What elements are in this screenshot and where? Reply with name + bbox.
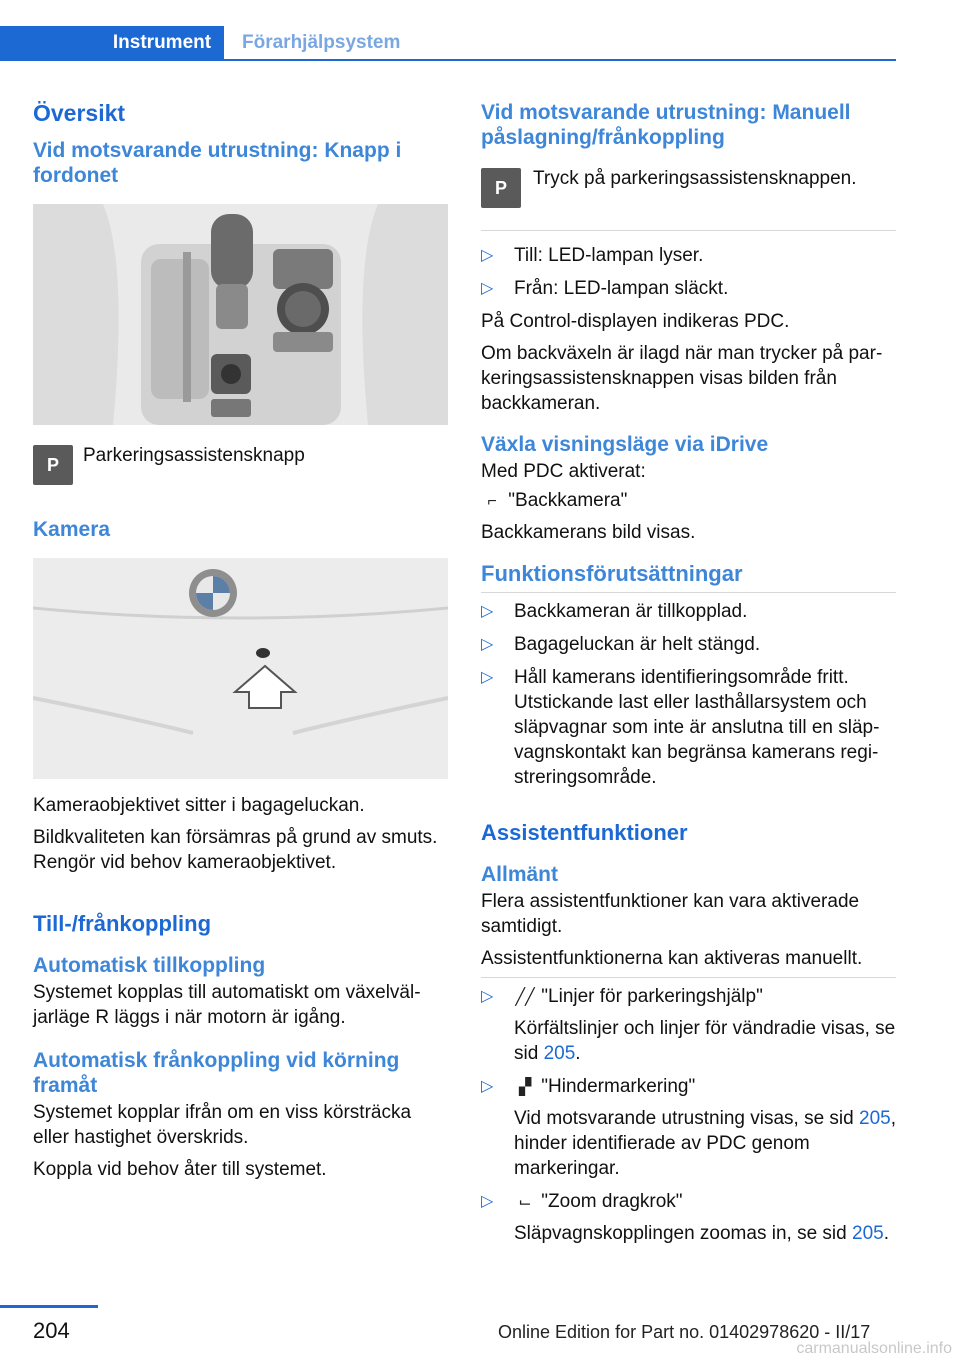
watermark: carmanualsonline.info	[796, 1340, 952, 1357]
header-rule	[0, 59, 896, 61]
text-pdc: På Control-displayen indikeras PDC.	[481, 311, 790, 332]
heading-assist: Assistentfunktioner	[481, 820, 688, 845]
option-backkamera: ⌐ "Backkamera"	[481, 488, 896, 514]
parking-lines-icon: ╱╱	[515, 989, 535, 1006]
bullet-hinder: ▷ ▞ "Hindermarkering" Vid motsvarande utrustning visas, se sid 205, hinder identifierade av PDC genom markeringar.	[481, 1076, 896, 1179]
bullet-triangle-icon: ▷	[481, 1193, 494, 1210]
page-number: 204	[33, 1318, 70, 1343]
backup-camera-icon: ⌐	[487, 493, 497, 510]
bullet-triangle-icon: ▷	[481, 603, 494, 620]
text-allmant-2: Assistentfunktionerna kan aktiveras manuellt.	[481, 948, 863, 969]
left-column	[33, 100, 448, 1182]
tow-hitch-icon: ⌙	[518, 1194, 532, 1211]
bullet-triangle-icon: ▷	[481, 1078, 494, 1095]
bullet-triangle-icon: ▷	[481, 669, 494, 686]
bullet-funk-1: ▷ Backkameran är tillkopplad.	[481, 601, 748, 622]
bullet-divider	[481, 230, 896, 231]
gear-console-illustration	[33, 204, 448, 425]
text-kamera-1: Kameraobjektivet sitter i bagageluckan.	[33, 795, 365, 816]
instruction-tryck: P Tryck på parkeringsassistensknappen.	[481, 168, 896, 208]
caption-knapp: P Parkeringsassistensknapp	[33, 445, 448, 485]
trunk-camera-photo	[33, 558, 448, 779]
trunk-camera-illustration	[33, 558, 448, 779]
parking-assist-icon: P	[33, 445, 73, 485]
bullet-triangle-icon: ▷	[481, 988, 494, 1005]
bullet-funk-3: ▷ Håll kamerans identifieringsområde fritt. Utstickande last eller lasthållarsystem och släpvagnar som inte är anslutna till en släpvagnskontakt kan begränsa kamerans registreringsområde.	[481, 667, 880, 788]
bullet-zoom: ▷ ⌙ "Zoom dragkrok" Släpvagnskopplingen zoomas in, se sid 205.	[481, 1191, 889, 1244]
heading-oversikt: Översikt	[33, 100, 126, 126]
bullet-triangle-icon: ▷	[481, 636, 494, 653]
bullet-funk-2: ▷ Bagageluckan är helt stängd.	[481, 634, 761, 655]
heading-allmant: Allmänt	[481, 863, 559, 886]
page-link-205[interactable]: 205	[852, 1223, 884, 1244]
tab-forarhjalpsystem[interactable]: Förarhjälpsystem	[224, 26, 400, 60]
heading-manuell: Vid motsvarande utrustning: Manuell påslagning/frånkoppling	[481, 101, 851, 149]
bullet-triangle-icon: ▷	[481, 280, 494, 297]
text-kamera-2: Bildkvaliteten kan försämras på grund av smuts. Rengör vid behov kameraobjektivet.	[33, 827, 438, 873]
obstacle-marking-icon: ▞	[518, 1079, 532, 1096]
text-backvaxel: Om backväxeln är ilagd när man trycker på parkeringsassistensknappen visas bilden från backkameran.	[481, 343, 883, 414]
text-allmant-1: Flera assistentfunktioner kan vara aktiverade samtidigt.	[481, 891, 860, 937]
heading-auto-till: Automatisk tillkoppling	[33, 954, 266, 977]
heading-funktion: Funktionsförutsättningar	[481, 561, 743, 586]
bullet-divider	[481, 977, 896, 978]
page-link-205[interactable]: 205	[859, 1108, 891, 1129]
right-column	[481, 100, 896, 1246]
header-tabs	[0, 26, 400, 60]
footer-edition: Online Edition for Part no. 01402978620 - II/17	[498, 1322, 871, 1342]
heading-auto-fran: Automatisk frånkoppling vid körning framåt	[33, 1049, 400, 1097]
text-auto-fran-1: Systemet kopplar ifrån om en viss körsträcka eller hastighet överskrids.	[33, 1102, 412, 1148]
bullet-divider	[481, 592, 896, 593]
heading-knapp: Vid motsvarande utrustning: Knapp i fordonet	[33, 139, 402, 187]
text-auto-till: Systemet kopplas till automatiskt om växelväljarläge R läggs i när motorn är igång.	[33, 982, 421, 1028]
text-auto-fran-2: Koppla vid behov åter till systemet.	[33, 1159, 327, 1180]
gear-console-photo	[33, 204, 448, 425]
heading-till-fran: Till-/frånkoppling	[33, 911, 212, 936]
text-med-pdc: Med PDC aktiverat:	[481, 461, 646, 482]
footer-rule	[0, 1305, 98, 1308]
bullet-till: ▷ Till: LED-lampan lyser.	[481, 245, 704, 266]
heading-kamera: Kamera	[33, 518, 111, 541]
parking-assist-icon: P	[481, 168, 521, 208]
bullet-fran: ▷ Från: LED-lampan släckt.	[481, 278, 729, 299]
text-bild-visas: Backkamerans bild visas.	[481, 522, 696, 543]
tab-instrument[interactable]: Instrument	[0, 26, 224, 60]
page-link-205[interactable]: 205	[543, 1043, 576, 1064]
heading-vaxla: Växla visningsläge via iDrive	[481, 433, 769, 456]
bullet-triangle-icon: ▷	[481, 247, 494, 264]
bullet-linjer: ▷ ╱╱ "Linjer för parkeringshjälp" Körfältslinjer och linjer för vändradie visas, se sid 205.	[481, 986, 896, 1064]
